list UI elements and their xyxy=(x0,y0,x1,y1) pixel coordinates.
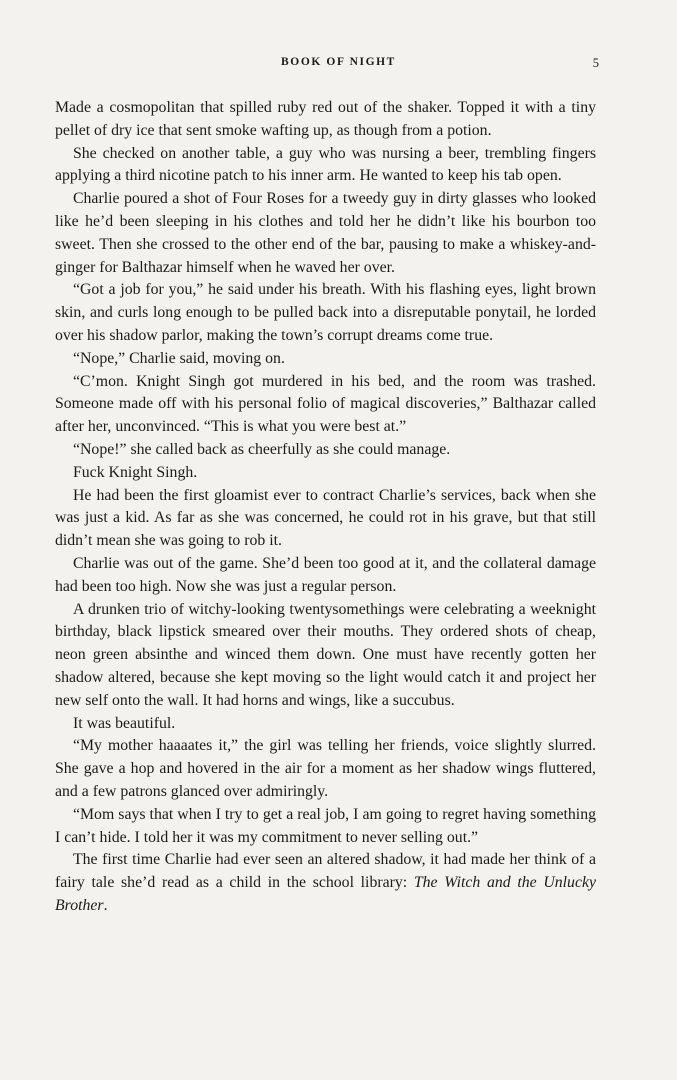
paragraph-last xyxy=(55,849,596,917)
running-title: BOOK OF NIGHT xyxy=(281,56,396,68)
paragraph: Charlie was out of the game. She’d been too good at it, and the collateral damage had been too high. Now she was just a regular person. xyxy=(55,554,596,595)
paragraph: Fuck Knight Singh. xyxy=(73,463,198,481)
paragraph: Charlie poured a shot of Four Roses for a tweedy guy in dirty glasses who looked like he’d been sleeping in his clothes and told her he didn’t like his bourbon too sweet. Then she crossed to the other end of the bar, pausing to make a whiskey-and-ginger for Balthazar himself when he waved her over. xyxy=(55,190,596,276)
running-head xyxy=(0,56,677,70)
body-text xyxy=(55,97,596,918)
paragraph: “Nope,” Charlie said, moving on. xyxy=(73,349,285,367)
book-title-italic: The Witch and the Unlucky Brother xyxy=(55,874,596,914)
paragraph-text: The first time Charlie had ever seen an altered shadow, it had made her think of a fairy tale she’d read as a child in the school library: xyxy=(55,851,596,892)
paragraph: “Got a job for you,” he said under his breath. With his flashing eyes, light brown skin, and curls long enough to be pulled back into a disreputable ponytail, he lorded over his shadow parlor, making the town’s corrupt dreams come true. xyxy=(55,281,596,344)
paragraph: “Nope!” she called back as cheerfully as she could manage. xyxy=(73,440,451,458)
final-punctuation: . xyxy=(103,896,108,914)
paragraph: “My mother haaaates it,” the girl was telling her friends, voice slightly slurred. She gave a hop and hovered in the air for a moment as her shadow wings fluttered, and a few patrons glanced over admiringly. xyxy=(55,737,596,800)
paragraph: She checked on another table, a guy who was nursing a beer, trembling fingers applying a third nicotine patch to his inner arm. He wanted to keep his tab open. xyxy=(55,144,596,185)
paragraph: He had been the first gloamist ever to contract Charlie’s services, back when she was just a kid. As far as she was concerned, he could rot in his grave, but that still didn’t mean she was going to rob it. xyxy=(55,486,596,550)
paragraph: Made a cosmopolitan that spilled ruby red out of the shaker. Topped it with a tiny pellet of dry ice that sent smoke wafting up, as though from a potion. xyxy=(55,99,596,139)
page-number: 5 xyxy=(592,56,599,70)
paragraph: “Mom says that when I try to get a real job, I am going to regret having something I can’t hide. I told her it was my commitment to never selling out.” xyxy=(55,805,596,846)
paragraph: It was beautiful. xyxy=(73,714,176,732)
paragraph: “C’mon. Knight Singh got murdered in his bed, and the room was trashed. Someone made off with his personal folio of magical discoveries,” Balthazar called after her, unconvinced. “This is what you were best at.” xyxy=(55,372,596,436)
paragraph: A drunken trio of witchy-looking twentysomethings were celebrating a weeknight birthday, black lipstick smeared over their mouths. They ordered shots of cheap, neon green absinthe and winced them down. One must have recently gotten her shadow altered, because she kept moving so the light would catch it and project her new self onto the wall. It had horns and wings, like a succubus. xyxy=(55,600,596,709)
